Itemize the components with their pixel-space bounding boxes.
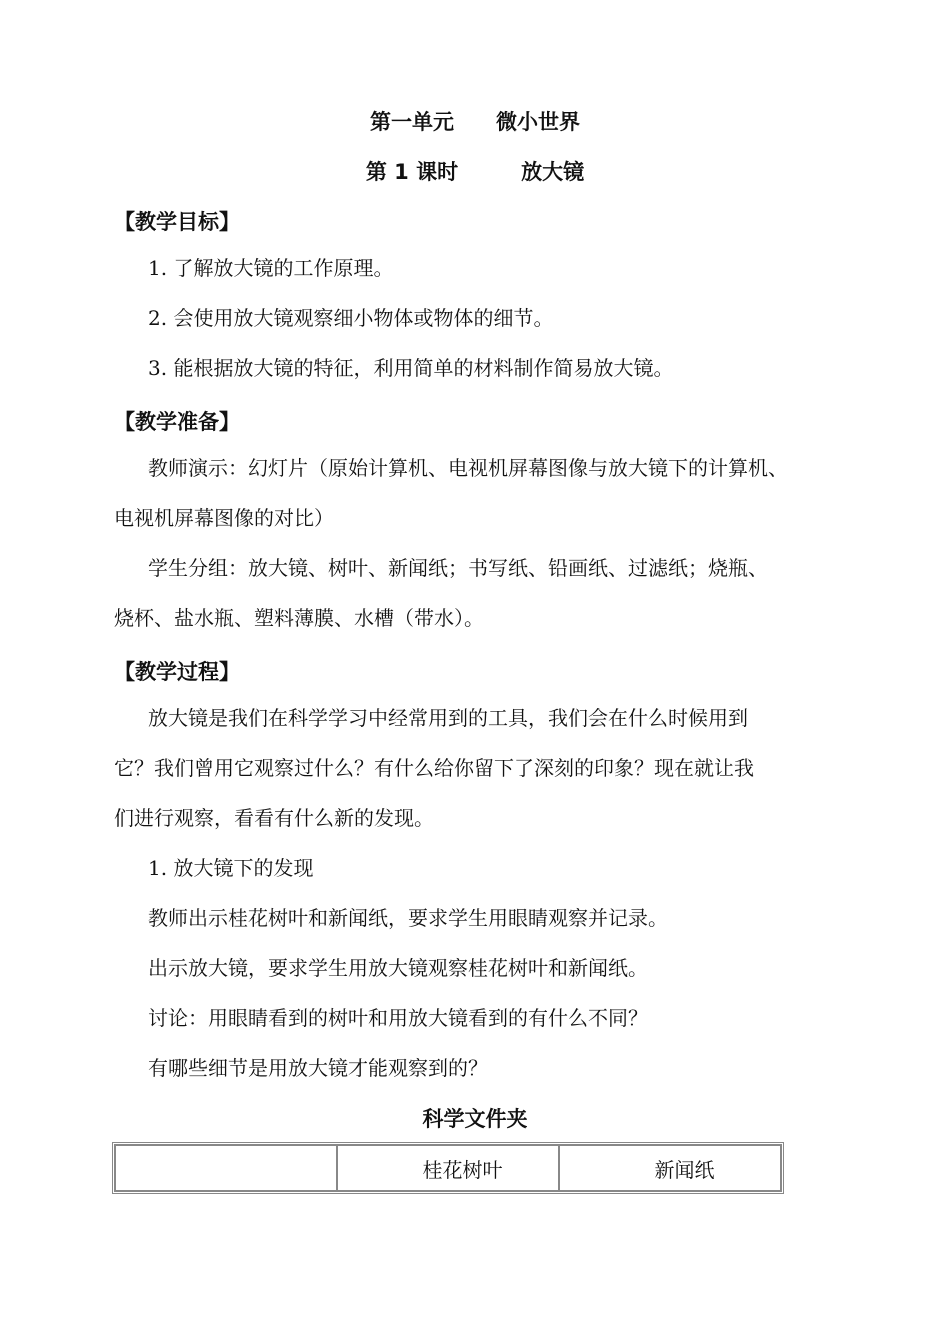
prep-teacher-line2: 电视机屏幕图像的对比） bbox=[114, 506, 334, 530]
prep-teacher bbox=[114, 443, 788, 543]
table-header-cell bbox=[115, 1145, 337, 1191]
unit-title: 第一单元 微小世界 bbox=[370, 110, 580, 134]
prep-teacher-line1: 教师演示：幻灯片（原始计算机、电视机屏幕图像与放大镜下的计算机、 bbox=[148, 456, 788, 480]
lesson-title: 第 1 课时 放大镜 bbox=[365, 160, 585, 184]
goal-item: 2. 会使用放大镜观察细小物体或物体的细节。 bbox=[148, 306, 554, 330]
table-header-cell: 新闻纸 bbox=[559, 1145, 781, 1191]
process-paragraph: 有哪些细节是用放大镜才能观察到的？ bbox=[148, 1056, 488, 1080]
process-paragraph: 教师出示桂花树叶和新闻纸，要求学生用眼睛观察并记录。 bbox=[148, 906, 668, 930]
table-row bbox=[115, 1145, 781, 1191]
goal-item: 3. 能根据放大镜的特征，利用简单的材料制作简易放大镜。 bbox=[148, 356, 674, 380]
process-paragraph: 讨论：用眼睛看到的树叶和用放大镜看到的有什么不同？ bbox=[148, 1006, 648, 1030]
process-intro-line3: 们进行观察，看看有什么新的发现。 bbox=[114, 806, 434, 830]
section-heading-prep: 【教学准备】 bbox=[114, 410, 240, 434]
process-intro bbox=[114, 693, 754, 843]
prep-student-line2: 烧杯、盐水瓶、塑料薄膜、水槽（带水）。 bbox=[114, 606, 484, 630]
process-intro-line2: 它？我们曾用它观察过什么？有什么给你留下了深刻的印象？现在就让我 bbox=[114, 756, 754, 780]
process-intro-line1: 放大镜是我们在科学学习中经常用到的工具，我们会在什么时候用到 bbox=[148, 706, 748, 730]
science-folder-table bbox=[112, 1142, 784, 1194]
prep-student-line1: 学生分组：放大镜、树叶、新闻纸；书写纸、铅画纸、过滤纸；烧瓶、 bbox=[148, 556, 768, 580]
table-header-cell: 桂花树叶 bbox=[337, 1145, 559, 1191]
process-step-1: 1. 放大镜下的发现 bbox=[148, 856, 314, 880]
section-heading-goals: 【教学目标】 bbox=[114, 210, 240, 234]
goal-item: 1. 了解放大镜的工作原理。 bbox=[148, 256, 394, 280]
prep-student bbox=[114, 543, 768, 643]
process-paragraph: 出示放大镜，要求学生用放大镜观察桂花树叶和新闻纸。 bbox=[148, 956, 648, 980]
section-heading-process: 【教学过程】 bbox=[114, 660, 240, 684]
folder-title: 科学文件夹 bbox=[422, 1107, 528, 1131]
